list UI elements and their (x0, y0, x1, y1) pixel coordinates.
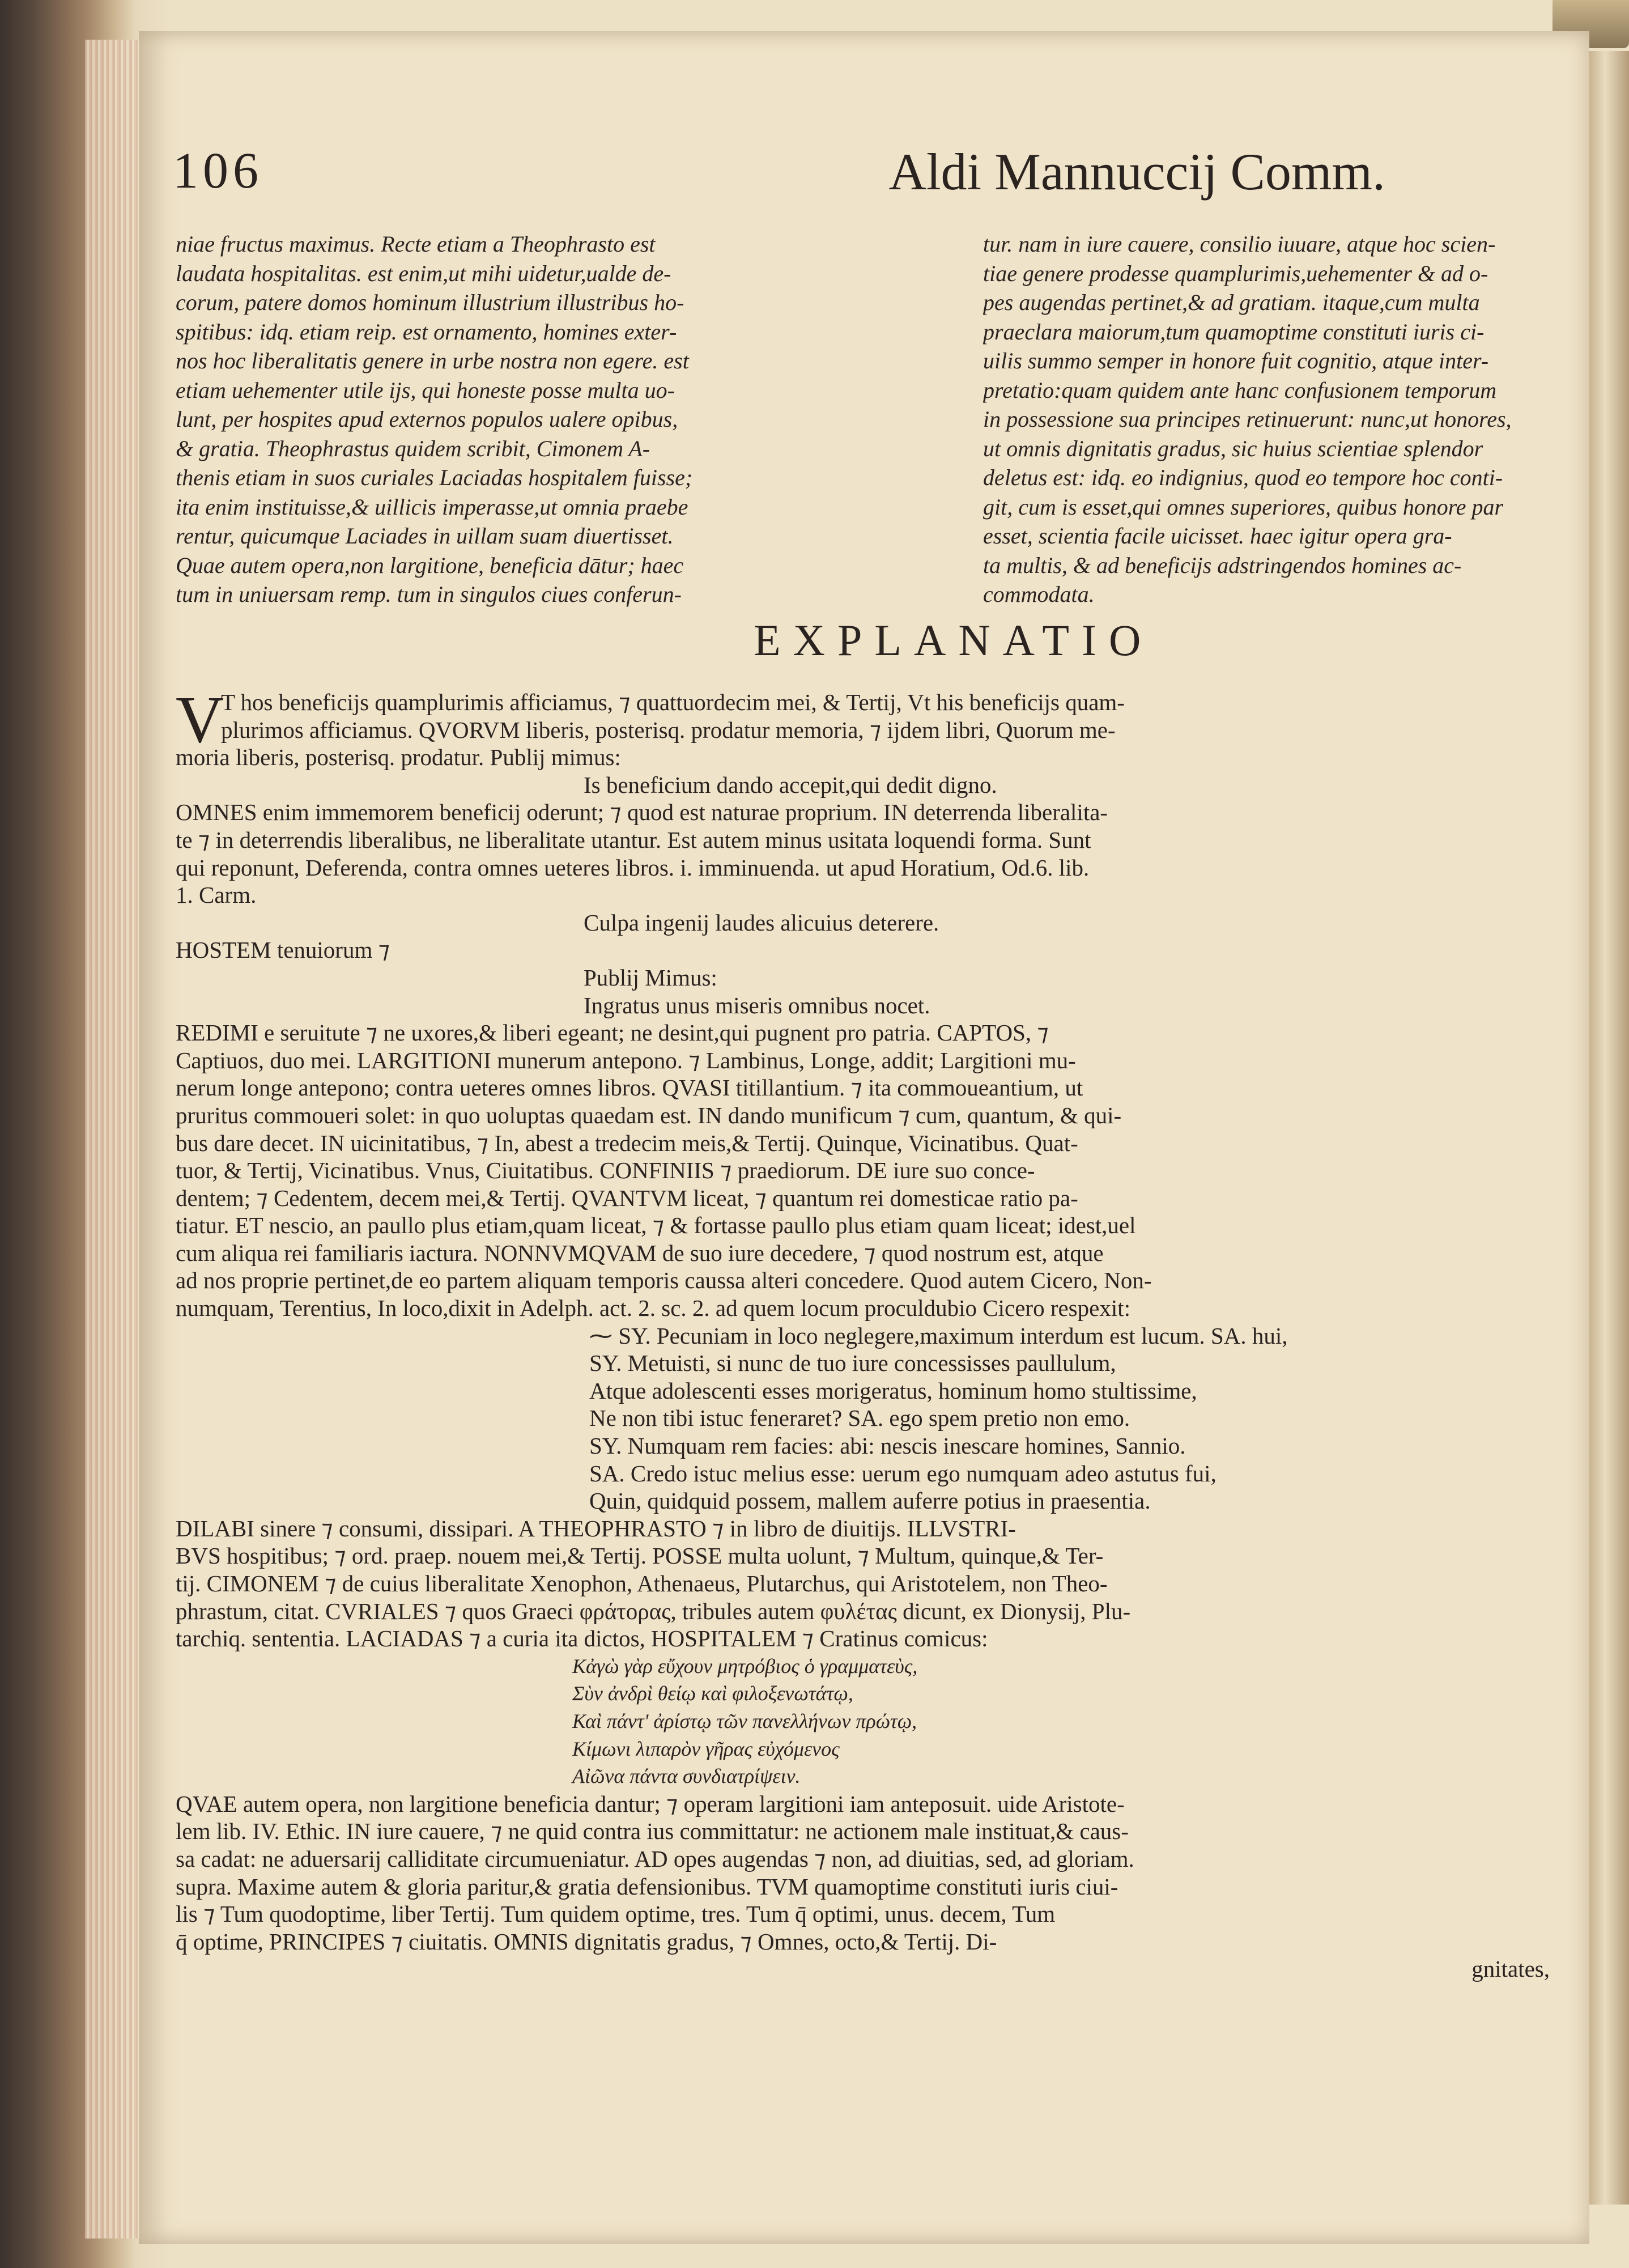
text-line: pretatio:quam quidem ante hanc confusionem temporum (983, 377, 1497, 403)
text-line: OMNES enim immemorem beneficij oderunt; ⁊ quod est naturae proprium. IN deterrenda liberalita- (176, 799, 1108, 826)
greek-verse-line: Αἰῶνα πάντα συνδιατρίψειν. (572, 1765, 801, 1788)
text-line: praeclara maiorum,tum quamoptime constituti iuris ci- (983, 318, 1485, 345)
text-line: ut omnis dignitatis gradus, sic huius scientiae splendor (983, 435, 1483, 461)
text-line: spitibus: idq. etiam reip. est ornamento, homines exter- (176, 318, 677, 345)
text-line: niae fructus maximus. Recte etiam a Theophrasto est (176, 231, 656, 257)
page-edges (85, 40, 142, 2239)
running-title: Aldi Mannuccij Comm. (888, 143, 1385, 201)
text-line: nos hoc liberalitatis genere in urbe nostra non egere. est (176, 348, 689, 373)
text-line: ta multis, & ad beneficijs adstringendos homines ac- (983, 552, 1462, 578)
text-line: & gratia. Theophrastus quidem scribit, Cimonem A- (176, 435, 650, 461)
text-line: lem lib. IV. Ethic. IN iure cauere, ⁊ ne quid contra ius committatur: ne actionem male instituat,& caus- (176, 1818, 1129, 1845)
text-line: tum in uniuersam remp. tum in singulos ciues conferun- (176, 581, 682, 607)
text-line: Ingratus unus miseris omnibus nocet. (584, 992, 930, 1018)
greek-verse-line: Καὶ πάντ' ἀρίστῳ τῶν πανελλήνων πρώτῳ, (572, 1709, 917, 1732)
text-line: plurimos afficiamus. QVORVM liberis, posterisq. prodatur memoria, ⁊ ijdem libri, Quorum me- (221, 716, 1116, 743)
text-line: phrastum, citat. CVRIALES ⁊ quos Graeci φράτορας, tribules autem φυλέτας dicunt, ex Dionysij, Plu- (176, 1598, 1131, 1624)
greek-verse-line: Κίμωνι λιπαρὸν γῆρας εὐχόμενος (572, 1737, 840, 1760)
text-line: dentem; ⁊ Cedentem, decem mei,& Tertij. QVANTVM liceat, ⁊ quantum rei domesticae ratio pa- (176, 1184, 1078, 1211)
verse-line: ⁓ SY. Pecuniam in loco neglegere,maximum interdum est lucum. SA. hui, (589, 1322, 1288, 1349)
text-line: HOSTEM tenuiorum ⁊ (176, 937, 390, 963)
verse-line: Atque adolescenti esses morigeratus, hominum homo stultissime, (589, 1377, 1197, 1404)
section-heading: EXPLANATIO (754, 615, 1154, 665)
text-line: Culpa ingenij laudes alicuius deterere. (584, 909, 939, 936)
text-line: REDIMI e seruitute ⁊ ne uxores,& liberi egeant; ne desint,qui pugnent pro patria. CAPTOS, ⁊ (176, 1020, 1049, 1046)
text-line: laudata hospitalitas. est enim,ut mihi uidetur,ualde de- (176, 260, 671, 286)
verse-line: Ne non tibi istuc feneraret? SA. ego spem pretio non emo. (589, 1405, 1130, 1432)
verse-line: Quin, quidquid possem, mallem auferre potius in praesentia. (589, 1488, 1151, 1514)
text-line: Publij Mimus: (584, 964, 717, 991)
text-line: 1. Carm. (176, 882, 257, 908)
text-line: tiatur. ET nescio, an paullo plus etiam,quam liceat, ⁊ & fortasse paullo plus etiam quam liceat; idest,uel (176, 1212, 1136, 1239)
text-line: q̄ optime, PRINCIPES ⁊ ciuitatis. OMNIS dignitatis gradus, ⁊ Omnes, octo,& Tertij. Di- (176, 1928, 997, 1955)
text-line: tur. nam in iure cauere, consilio iuuare, atque hoc scien- (983, 231, 1496, 257)
text-line: thenis etiam in suos curiales Laciadas hospitalem fuisse; (176, 465, 693, 490)
text-line: Quae autem opera,non largitione, beneficia dātur; haec (176, 552, 684, 578)
greek-verse-line: Κἀγὼ γὰρ εὔχουν μητρόβιος ὁ γραμματεὺς, (572, 1654, 918, 1677)
text-line: bus dare decet. IN uicinitatibus, ⁊ In, abest a tredecim meis,& Tertij. Quinque, Vicinatibus. Quat- (176, 1129, 1078, 1156)
explanatio-body (176, 682, 1553, 1983)
text-column-left (176, 230, 776, 609)
text-line: commodata. (983, 581, 1095, 607)
text-line: gnitates, (1471, 1956, 1550, 1982)
text-line: in possessione sua principes retinuerunt: nunc,ut honores, (983, 406, 1512, 432)
text-line: pruritus commoueri solet: in quo uoluptas quaedam est. IN dando munificum ⁊ cum, quantum, & qui- (176, 1102, 1122, 1128)
verse-line: SY. Metuisti, si nunc de tuo iure concessisses paullulum, (589, 1350, 1116, 1377)
verse-line: SA. Credo istuc melius esse: uerum ego numquam adeo astutus fui, (589, 1460, 1217, 1486)
text-line: uilis summo semper in honore fuit cognitio, atque inter- (983, 348, 1489, 373)
text-line: te ⁊ in deterrendis liberalibus, ne liberalitate utantur. Est autem minus usitata loquendi forma. Sunt (176, 826, 1091, 853)
text-line: nerum longe antepono; contra ueteres omnes libros. QVASI titillantium. ⁊ ita commoueantium, ut (176, 1074, 1083, 1101)
text-line: moria liberis, posterisq. prodatur. Publij mimus: (176, 744, 621, 771)
text-line: supra. Maxime autem & gloria paritur,& gratia defensionibus. TVM quamoptime constituti iuris ciui- (176, 1873, 1118, 1900)
text-line: tuor, & Tertij, Vicinatibus. Vnus, Ciuitatibus. CONFINIIS ⁊ praediorum. DE iure suo conce- (176, 1157, 1035, 1184)
text-line: pes augendas pertinet,& ad gratiam. itaque,cum multa (983, 290, 1480, 315)
text-line: ita enim instituisse,& uillicis imperasse,ut omnia praebe (176, 494, 688, 520)
text-line: ad nos proprie pertinet,de eo partem aliquam temporis caussa alteri concedere. Quod autem Cicero, Non- (176, 1267, 1152, 1294)
text-line: rentur, quicumque Laciades in uillam suam diuertisset. (176, 523, 674, 549)
text-line: Is beneficium dando accepit,qui dedit digno. (584, 771, 997, 798)
text-line: QVAE autem opera, non largitione beneficia dantur; ⁊ operam largitioni iam anteposuit. uide Aristote- (176, 1790, 1125, 1817)
text-line: qui reponunt, Deferenda, contra omnes ueteres libros. i. imminuenda. ut apud Horatium, Od.6. lib. (176, 854, 1090, 881)
facing-page-edge (1589, 51, 1629, 2205)
text-line: corum, patere domos hominum illustrium illustribus ho- (176, 290, 684, 315)
text-line: sa cadat: ne aduersarij calliditate circumueniatur. AD opes augendas ⁊ non, ad diuitias, sed, ad gloriam. (176, 1845, 1134, 1872)
text-line: DILABI sinere ⁊ consumi, dissipari. A THEOPHRASTO ⁊ in libro de diuitijs. ILLVSTRI- (176, 1515, 1016, 1541)
greek-verse-line: Σὺν ἀνδρὶ θείῳ καὶ φιλοξενωτάτῳ, (572, 1682, 853, 1705)
text-line: cum aliqua rei familiaris iactura. NONNVMQVAM de suo iure decedere, ⁊ quod nostrum est, atque (176, 1239, 1104, 1266)
text-line: Captiuos, duo mei. LARGITIONI munerum antepono. ⁊ Lambinus, Longe, addit; Largitioni mu- (176, 1047, 1076, 1073)
drop-cap: V (176, 682, 224, 757)
text-line: lis ⁊ Tum quodoptime, liber Tertij. Tum quidem optime, tres. Tum q̄ optimi, unus. decem, Tum (176, 1901, 1056, 1927)
text-line: deletus est: idq. eo indignius, quod eo tempore hoc conti- (983, 465, 1503, 490)
text-line: tarchiq. sententia. LACIADAS ⁊ a curia ita dictos, HOSPITALEM ⁊ Cratinus comicus: (176, 1625, 988, 1652)
text-line: git, cum is esset,qui omnes superiores, quibus honore par (983, 494, 1504, 520)
text-line: T hos beneficijs quamplurimis afficiamus, ⁊ quattuordecim mei, & Tertij, Vt his beneficijs quam- (221, 689, 1125, 715)
text-line: etiam uehementer utile ijs, qui honeste posse multa uo- (176, 377, 675, 403)
text-column-right (983, 230, 1544, 609)
text-line: lunt, per hospites apud externos populos ualere opibus, (176, 406, 678, 432)
text-line: tij. CIMONEM ⁊ de cuius liberalitate Xenophon, Athenaeus, Plutarchus, qui Aristotelem, non Theo- (176, 1570, 1108, 1596)
page-header (173, 142, 1385, 204)
text-line: esset, scientia facile uicisset. haec igitur opera gra- (983, 523, 1452, 549)
text-line: BVS hospitibus; ⁊ ord. praep. nouem mei,& Tertij. POSSE multa uolunt, ⁊ Multum, quinque,& Ter- (176, 1543, 1104, 1569)
text-line: tiae genere prodesse quamplurimis,uehementer & ad o- (983, 260, 1488, 286)
verse-line: SY. Numquam rem facies: abi: nescis inescare homines, Sannio. (589, 1433, 1186, 1459)
page-number: 106 (173, 143, 263, 199)
text-line: numquam, Terentius, In loco,dixit in Adelph. act. 2. sc. 2. ad quem locum proculdubio Cicero respexit: (176, 1295, 1131, 1322)
